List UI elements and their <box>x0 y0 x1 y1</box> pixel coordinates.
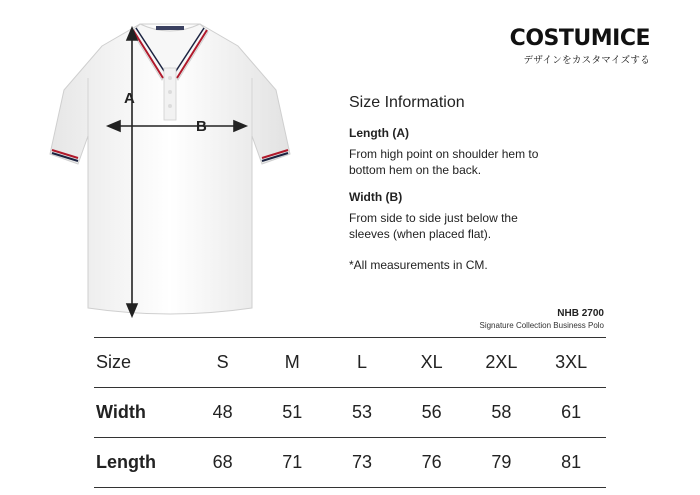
size-xl: XL <box>397 338 467 388</box>
label-a: A <box>124 90 135 107</box>
size-header-label: Size <box>94 338 188 388</box>
width-description: From side to side just below the sleeves (when placed flat). <box>349 211 518 241</box>
width-value: 51 <box>257 388 327 438</box>
size-s: S <box>188 338 258 388</box>
brand-logo <box>510 28 650 66</box>
length-row <box>94 438 606 488</box>
length-heading: Length (A) <box>349 126 409 140</box>
width-value: 53 <box>327 388 397 438</box>
length-value: 81 <box>536 438 606 488</box>
length-value: 76 <box>397 438 467 488</box>
info-title: Size Information <box>349 94 465 111</box>
length-value: 73 <box>327 438 397 488</box>
measurement-note: *All measurements in CM. <box>349 258 488 272</box>
length-value: 71 <box>257 438 327 488</box>
width-value: 56 <box>397 388 467 438</box>
length-row-label: Length <box>94 438 188 488</box>
size-header-row <box>94 338 606 388</box>
width-heading: Width (B) <box>349 190 403 204</box>
polo-shirt-diagram <box>40 8 300 328</box>
width-value: 48 <box>188 388 258 438</box>
size-3xl: 3XL <box>536 338 606 388</box>
size-information <box>349 94 609 272</box>
width-value: 61 <box>536 388 606 438</box>
brand-tagline: デザインをカスタマイズする <box>523 55 650 66</box>
label-b: B <box>196 118 207 135</box>
width-row-label: Width <box>94 388 188 438</box>
length-value: 79 <box>466 438 536 488</box>
size-2xl: 2XL <box>466 338 536 388</box>
length-description: From high point on shoulder hem to bottom hem on the back. <box>349 147 539 177</box>
size-chart-table <box>94 337 606 488</box>
product-label <box>479 308 604 330</box>
size-m: M <box>257 338 327 388</box>
length-value: 68 <box>188 438 258 488</box>
polo-shirt-illustration <box>40 8 300 328</box>
product-description: Signature Collection Business Polo <box>479 321 604 330</box>
width-value: 58 <box>466 388 536 438</box>
product-code: NHB 2700 <box>557 308 604 319</box>
size-l: L <box>327 338 397 388</box>
width-row <box>94 388 606 438</box>
brand-name: COSTUMICE <box>509 26 650 51</box>
